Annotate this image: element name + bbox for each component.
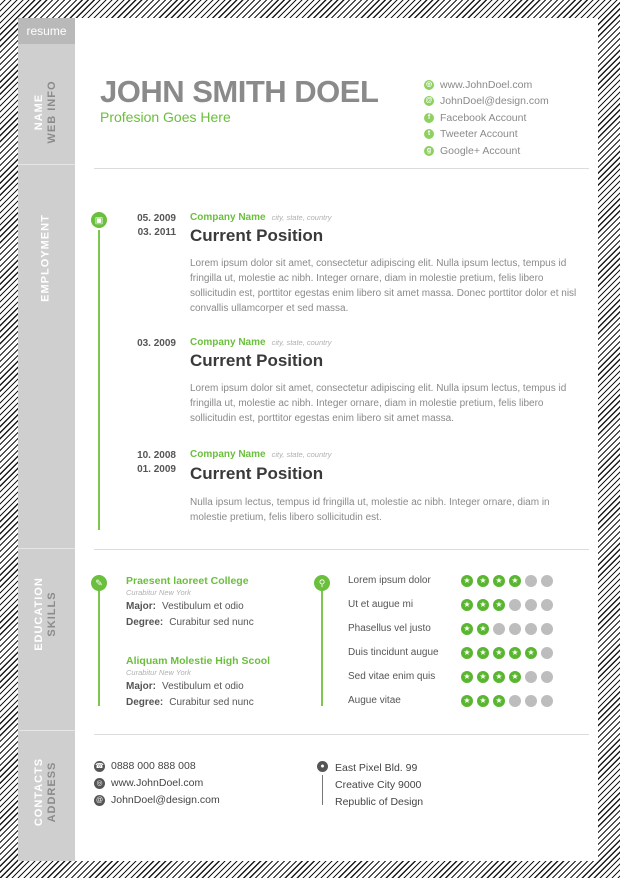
facebook-icon: f bbox=[424, 113, 434, 123]
sidebar-divider bbox=[18, 164, 75, 165]
rating-star-filled-icon: ★ bbox=[493, 647, 505, 659]
skill-label: Lorem ipsum dolor bbox=[348, 575, 431, 586]
sidebar bbox=[18, 18, 75, 861]
position-title: Current Position bbox=[190, 464, 324, 483]
skill-rating bbox=[461, 695, 553, 707]
employment-date: 03. 2009 bbox=[137, 338, 176, 349]
resume-badge: resume bbox=[18, 18, 75, 44]
school-name: Aliquam Molestie High Scool bbox=[126, 655, 271, 667]
rating-star-filled-icon: ★ bbox=[461, 575, 473, 587]
education-degree: Degree: Curabitur sed nunc bbox=[126, 697, 254, 708]
skill-rating bbox=[461, 671, 553, 683]
skill-rating bbox=[461, 647, 553, 659]
section-divider bbox=[94, 734, 589, 735]
address-line bbox=[322, 775, 323, 805]
position-title: Current Position bbox=[190, 226, 324, 245]
skill-rating bbox=[461, 575, 553, 587]
skill-label: Sed vitae enim quis bbox=[348, 671, 436, 682]
education-major: Major: Vestibulum et odio bbox=[126, 601, 244, 612]
pencil-icon: ✎ bbox=[91, 575, 107, 591]
globe-icon: ◎ bbox=[425, 81, 433, 88]
company-name: Company Name city, state, country bbox=[190, 212, 332, 223]
rating-star-filled-icon: ★ bbox=[477, 671, 489, 683]
rating-star-filled-icon: ★ bbox=[461, 647, 473, 659]
section-divider bbox=[94, 549, 589, 550]
web-link-twitter[interactable]: t Tweeter Account bbox=[424, 126, 518, 142]
rating-star-filled-icon: ★ bbox=[461, 671, 473, 683]
location-pin-icon: ● bbox=[317, 761, 328, 772]
rating-dot-empty-icon bbox=[525, 695, 537, 707]
rating-star-filled-icon: ★ bbox=[477, 647, 489, 659]
skill-label: Augue vitae bbox=[348, 695, 401, 706]
candidate-name: JOHN SMITH DOEL bbox=[100, 74, 379, 109]
contact-email[interactable]: @ JohnDoel@design.com bbox=[95, 794, 220, 806]
profession: Profesion Goes Here bbox=[100, 109, 231, 125]
skill-label: Duis tincidunt augue bbox=[348, 647, 439, 658]
company-name: Company Name city, state, country bbox=[190, 449, 332, 460]
rating-dot-empty-icon bbox=[541, 647, 553, 659]
position-title: Current Position bbox=[190, 351, 324, 370]
magnifier-icon: ⚲ bbox=[314, 575, 330, 591]
school-location: Curabitur New York bbox=[126, 668, 191, 677]
employment-date: 10. 2008 01. 2009 bbox=[137, 450, 176, 475]
sidebar-section-employment: EMPLOYMENT bbox=[39, 214, 52, 302]
rating-dot-empty-icon bbox=[541, 671, 553, 683]
rating-star-filled-icon: ★ bbox=[493, 671, 505, 683]
rating-dot-empty-icon bbox=[541, 599, 553, 611]
employment-timeline-line bbox=[98, 230, 100, 530]
contact-website[interactable]: ◎ www.JohnDoel.com bbox=[94, 777, 203, 789]
rating-dot-empty-icon bbox=[541, 575, 553, 587]
rating-star-filled-icon: ★ bbox=[525, 647, 537, 659]
school-name: Praesent laoreet College bbox=[126, 575, 249, 587]
sidebar-section-education: EDUCATION SKILLS bbox=[33, 577, 58, 651]
email-icon: @ bbox=[425, 97, 433, 104]
rating-star-filled-icon: ★ bbox=[477, 695, 489, 707]
company-name: Company Name city, state, country bbox=[190, 337, 332, 348]
skill-label: Phasellus vel justo bbox=[348, 623, 431, 634]
rating-dot-empty-icon bbox=[525, 671, 537, 683]
rating-dot-empty-icon bbox=[541, 623, 553, 635]
skills-timeline-line bbox=[321, 586, 323, 706]
skill-label: Ut et augue mi bbox=[348, 599, 414, 610]
rating-dot-empty-icon bbox=[493, 623, 505, 635]
rating-star-filled-icon: ★ bbox=[461, 623, 473, 635]
globe-icon: ◎ bbox=[94, 778, 105, 789]
rating-star-filled-icon: ★ bbox=[493, 695, 505, 707]
skill-rating bbox=[461, 623, 553, 635]
rating-dot-empty-icon bbox=[525, 599, 537, 611]
contact-phone[interactable]: ☎ 0888 000 888 008 bbox=[95, 760, 196, 772]
job-description: Lorem ipsum dolor sit amet, consectetur adipiscing elit. Nulla ipsum lectus, tempus id fringilla ut, molestie ac nibh. Integer ornare, diam in molestie pretium, felis libero sollicitudin est, porttitor egestas enim libero sit amet massa. bbox=[190, 383, 567, 424]
education-timeline-line bbox=[98, 586, 100, 706]
address-block: East Pixel Bld. 99 Creative City 9000 Republic of Design bbox=[335, 762, 424, 808]
sidebar-divider bbox=[18, 548, 75, 549]
job-description: Lorem ipsum dolor sit amet, consectetur adipiscing elit. Nulla ipsum lectus, tempus id fringilla ut, molestie ac nibh. Integer ornare, diam in molestie pretium, felis libero sollicitudin est, porttitor egestas enim libero sit amet massa. Donec porttitor dolor et nisl convallis ullamcorper et sed massa. bbox=[190, 258, 577, 314]
rating-star-filled-icon: ★ bbox=[509, 671, 521, 683]
rating-star-filled-icon: ★ bbox=[493, 599, 505, 611]
education-major: Major: Vestibulum et odio bbox=[126, 681, 244, 692]
rating-dot-empty-icon bbox=[541, 695, 553, 707]
twitter-icon: t bbox=[424, 129, 434, 139]
education-degree: Degree: Curabitur sed nunc bbox=[126, 617, 254, 628]
resume-page bbox=[18, 18, 598, 861]
rating-dot-empty-icon bbox=[509, 695, 521, 707]
google-plus-icon: g bbox=[424, 146, 434, 156]
rating-star-filled-icon: ★ bbox=[477, 599, 489, 611]
web-link-facebook[interactable]: f Facebook Account bbox=[424, 110, 526, 126]
rating-star-filled-icon: ★ bbox=[461, 695, 473, 707]
rating-star-filled-icon: ★ bbox=[477, 623, 489, 635]
rating-star-filled-icon: ★ bbox=[509, 575, 521, 587]
sidebar-divider bbox=[18, 730, 75, 731]
rating-star-filled-icon: ★ bbox=[493, 575, 505, 587]
phone-icon: ☎ bbox=[95, 762, 104, 770]
employment-date: 05. 2009 03. 2011 bbox=[137, 213, 176, 238]
rating-dot-empty-icon bbox=[509, 623, 521, 635]
web-link-website[interactable]: ◎ www.JohnDoel.com bbox=[425, 79, 533, 91]
sidebar-section-name: NAME WEB INFO bbox=[33, 80, 58, 144]
rating-dot-empty-icon bbox=[525, 575, 537, 587]
school-location: Curabitur New York bbox=[126, 588, 191, 597]
web-link-email[interactable]: @ JohnDoel@design.com bbox=[425, 95, 549, 107]
email-icon: @ bbox=[95, 796, 104, 804]
sidebar-section-contacts: CONTACTS ADDRESS bbox=[33, 757, 58, 827]
job-description: Nulla ipsum lectus, tempus id fringilla ut, molestie ac nibh. Integer ornare, diam in molestie pretium, felis libero sollicitudin est. bbox=[190, 497, 550, 523]
rating-dot-empty-icon bbox=[525, 623, 537, 635]
rating-star-filled-icon: ★ bbox=[461, 599, 473, 611]
rating-star-filled-icon: ★ bbox=[509, 647, 521, 659]
rating-dot-empty-icon bbox=[509, 599, 521, 611]
rating-star-filled-icon: ★ bbox=[477, 575, 489, 587]
section-divider bbox=[94, 168, 589, 169]
skill-rating bbox=[461, 599, 553, 611]
web-link-google-plus[interactable]: g Google+ Account bbox=[424, 143, 520, 159]
briefcase-icon: ▣ bbox=[91, 212, 107, 228]
